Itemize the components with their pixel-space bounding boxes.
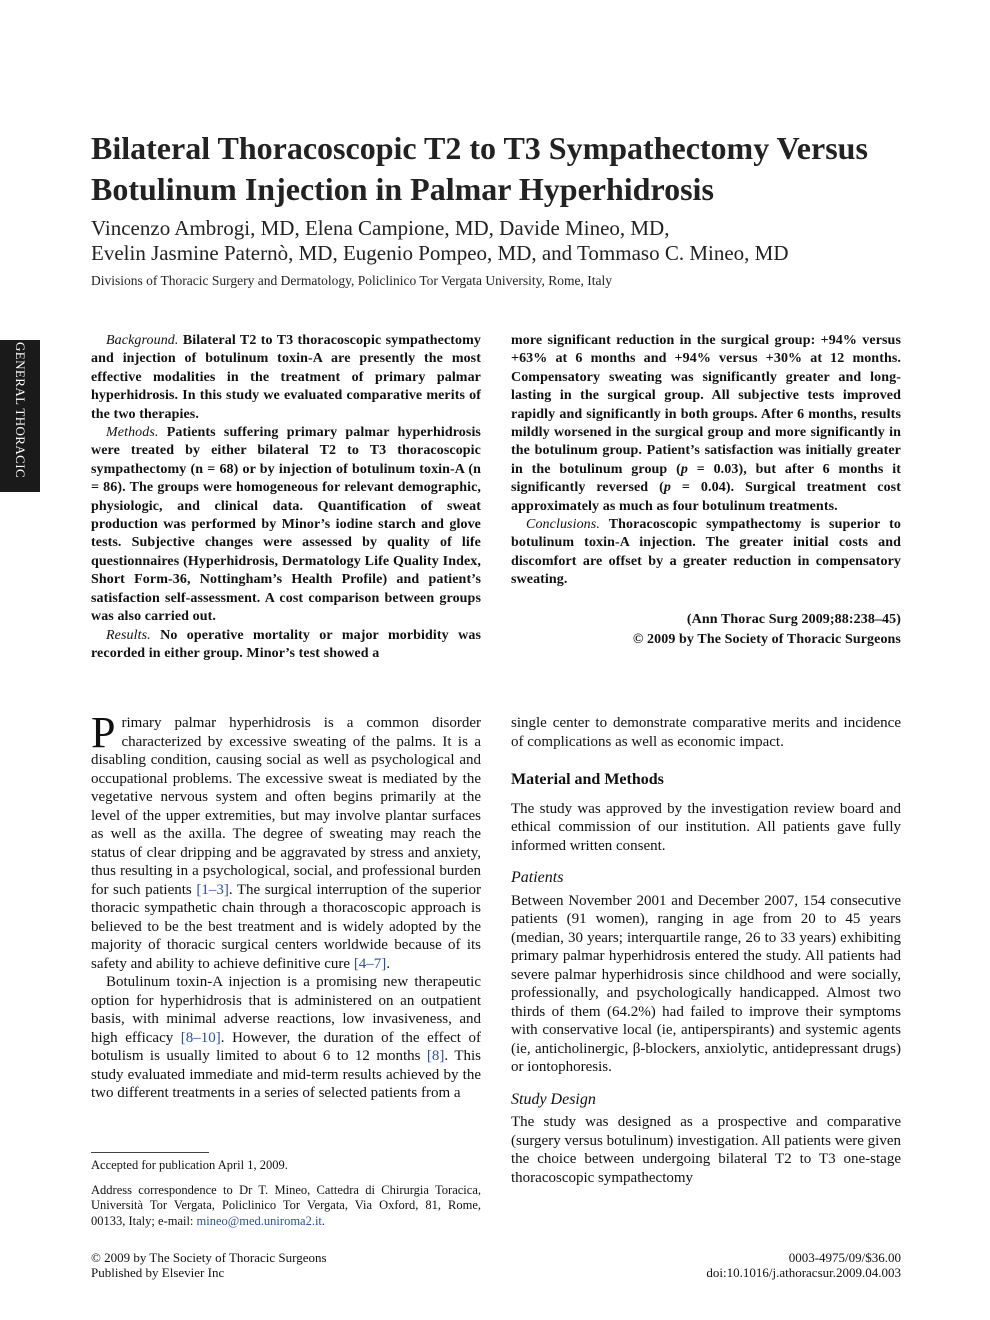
- intro-paragraph-2: Botulinum toxin-A injection is a promising new therapeutic option for hyperhidrosis that is administered on an outpatient basis, with minimal adverse reactions, low invasiveness, and high efficacy [8–10]. However, the duration of the effect of botulism is usually limited to about 6 to 12 months [8]. This study evaluated immediate and mid-term results achieved by the two different treatments in a series of selected patients from a: [91, 974, 482, 1101]
- abstract-left-column: [91, 332, 481, 663]
- abstract-methods: Methods. Patients suffering primary palmar hyperhidrosis were treated by either bilateral T2 to T3 thoracoscopic sympathectomy (n = 68) or by injection of botulinum toxin-A (n = 86). The groups were homogeneous for relevant demographic, physiologic, and clinical data. Quantification of sweat production was performed by Minor’s iodine starch and glove tests. Subjective changes were assessed by quality of life questionnaires (Hyperhidrosis, Dermatology Life Quality Index, Short Form-36, Nottingham’s Health Profile) and patient’s satisfaction self-assessment. A cost comparison between groups was also carried out.: [91, 425, 481, 625]
- abstract-results-continued: more significant reduction in the surgical group: +94% versus +63% at 6 months and +94% versus +30% at 12 months. Compensatory sweating was significantly greater and long-lasting in the surgical group. All subjective tests improved rapidly and significantly in both groups. After 6 months, results mildly worsened in the surgical group and more significantly in the botulinum group. Patient’s satisfaction was initially greater in the botulinum group (p = 0.03), but after 6 months it significantly reversed (p = 0.04). Surgical treatment cost approximately as much as four botulinum treatments.: [511, 333, 902, 514]
- footer-right: [706, 1250, 901, 1280]
- abstract-results: Results. No operative mortality or major morbidity was recorded in either group. Minor’s test showed a: [91, 627, 481, 661]
- footer-copyright: © 2009 by The Society of Thoracic Surgeons: [91, 1250, 327, 1265]
- abstract-conclusions: Conclusions. Thoracoscopic sympathectomy is superior to botulinum toxin-A injection. The greater initial costs and discomfort are offset by a greater reduction in compensatory sweating.: [511, 517, 901, 588]
- reference-link[interactable]: [8–10]: [180, 1029, 221, 1046]
- patients-paragraph: Between November 2001 and December 2007, 154 consecutive patients (91 women), ranging in age from 20 to 45 years (median, 30 years; interquartile range, 26 to 33 years) exhibiting primary palmar hyperhidrosis entered the study. All patients had severe palmar hyperhidrosis since childhood and were socially, professionally, and psychologically handicapped. Almost two thirds of them (64.2%) had failed to improve their symptoms with conservative local (ie, antiperspirants) and systemic agents (ie, anticholinergic, β-blockers, anxiolytic, antidepressant drugs) or iontophoresis.: [511, 892, 901, 1075]
- results-label: Results.: [106, 627, 151, 643]
- body-right-column: [511, 714, 901, 1187]
- footnotes: [91, 1158, 481, 1229]
- section-side-tab: [0, 340, 40, 492]
- subheading-patients: Patients: [511, 869, 564, 886]
- intro-paragraph-2-continued: single center to demonstrate comparative merits and incidence of complications as well as economic impact.: [511, 715, 901, 750]
- abstract-right-column: [511, 332, 901, 650]
- footer-left: [91, 1250, 327, 1280]
- article-title: Bilateral Thoracoscopic T2 to T3 Sympathectomy Versus Botulinum Injection in Palmar Hyperhidrosis: [91, 130, 868, 207]
- copyright-line: © 2009 by The Society of Thoracic Surgeons: [632, 631, 901, 647]
- journal-citation: [511, 610, 901, 650]
- side-tab-label: GENERAL THORACIC: [13, 342, 28, 479]
- reference-link[interactable]: [1–3]: [196, 881, 229, 898]
- footer-publisher: Published by Elsevier Inc: [91, 1265, 225, 1280]
- email-link[interactable]: mineo@med.uniroma2.it: [196, 1213, 322, 1228]
- intro-paragraph-1: Primary palmar hyperhidrosis is a common disorder characterized by excessive sweating of the palms. It is a disabling condition, causing social as well as psychological and occupational problems. The excessive sweat is mediated by the vegetative nervous system and often begins primarily at the level of the upper extremities, but may involve plantar surfaces as well as the axilla. The degree of sweating may reach the status of clear dripping and be aggravated by stress and anxiety, thus resulting in a psychological, social, and professional burden for such patients [1–3]. The surgical interruption of the superior thoracic sympathetic chain through a thoracoscopic approach is believed to be the best treatment and is widely adopted by the majority of thoracic surgical centers worldwide because of its safety and ability to achieve definitive cure [4–7].: [91, 708, 481, 972]
- citation-line: (Ann Thorac Surg 2009;88:238–45): [686, 611, 901, 627]
- study-design-paragraph: The study was designed as a prospective and comparative (surgery versus botulinum) investigation. All patients were given the choice between undergoing bilateral T2 to T3 one-stage thoracoscopic sympathectomy: [511, 1114, 901, 1186]
- reference-link[interactable]: [8]: [426, 1048, 445, 1064]
- drop-cap: P: [91, 708, 116, 757]
- accepted-date: Accepted for publication April 1, 2009.: [91, 1158, 288, 1172]
- background-label: Background.: [106, 333, 179, 348]
- author-list: [91, 216, 911, 266]
- body-left-column: [91, 708, 482, 1103]
- footer-issn: 0003-4975/09/$36.00: [788, 1250, 901, 1265]
- correspondence-address: Address correspondence to Dr T. Mineo, Cattedra di Chirurgia Toracica, Università Tor Vergata, Policlinico Tor Vergata, Via Oxford, 81, Rome, 00133, Italy; e-mail: mineo@med.uniroma2.it.: [91, 1182, 481, 1228]
- section-heading-methods: Material and Methods: [511, 771, 664, 788]
- reference-link[interactable]: [4–7]: [353, 955, 387, 972]
- author-line-1: Vincenzo Ambrogi, MD, Elena Campione, MD, Davide Mineo, MD,: [91, 216, 670, 240]
- footer-doi: doi:10.1016/j.athoracsur.2009.04.003: [706, 1265, 901, 1280]
- abstract-background: Background. Bilateral T2 to T3 thoracoscopic sympathectomy and injection of botulinum toxin-A are presently the most effective modalities in the treatment of primary palmar hyperhidrosis. In this study we evaluated comparative merits of the two therapies.: [91, 333, 481, 422]
- methods-paragraph: The study was approved by the investigation review board and ethical commission of our institution. All patients gave fully informed written consent.: [511, 800, 901, 854]
- author-line-2: Evelin Jasmine Paternò, MD, Eugenio Pompeo, MD, and Tommaso C. Mineo, MD: [91, 241, 789, 265]
- methods-label: Methods.: [106, 425, 159, 441]
- affiliation: Divisions of Thoracic Surgery and Dermatology, Policlinico Tor Vergata University, Rome, Italy: [91, 273, 612, 288]
- conclusions-label: Conclusions.: [526, 517, 600, 533]
- subheading-study-design: Study Design: [511, 1090, 596, 1108]
- footnote-divider: [91, 1152, 209, 1153]
